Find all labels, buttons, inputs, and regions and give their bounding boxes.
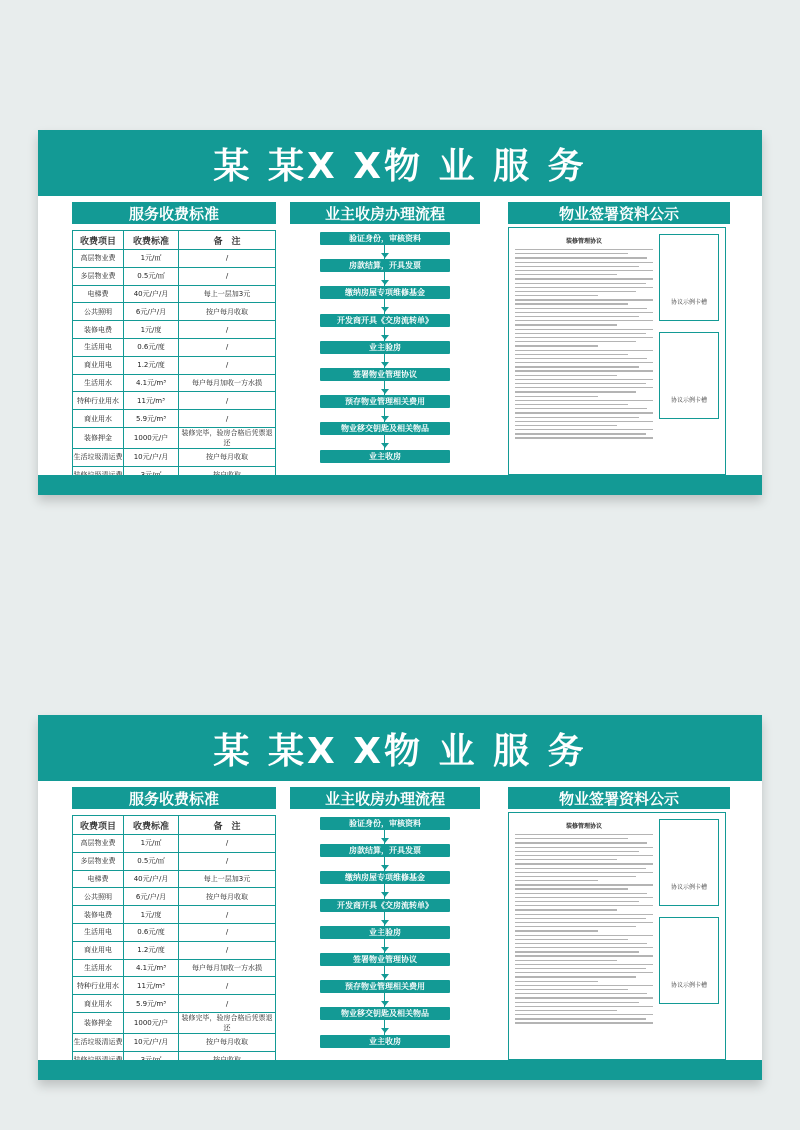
arrow-down-icon: [381, 947, 389, 952]
fee-col-standard: 收费标准: [124, 816, 179, 835]
document-text-line: [515, 851, 639, 852]
arrow-down-icon: [381, 416, 389, 421]
document-text-line: [515, 295, 598, 296]
fee-standard: 10元/户/月: [124, 1033, 179, 1051]
fee-standard: 11元/m³: [124, 392, 179, 410]
document-text-line: [515, 266, 639, 267]
document-text-line: [515, 400, 653, 401]
fee-note: /: [179, 852, 276, 870]
fee-standard: 40元/户/月: [124, 870, 179, 888]
document-text-line: [515, 287, 653, 288]
document-text-line: [515, 354, 628, 355]
flow-heading: 业主收房办理流程: [290, 787, 480, 809]
flow-step: 开发商开具《交房流转单》: [320, 899, 450, 912]
document-text-line: [515, 905, 653, 906]
fee-standard: 0.5元/㎡: [124, 267, 179, 285]
document-text-line: [515, 872, 653, 873]
document-text-line: [515, 930, 598, 931]
fee-item: 电梯费: [73, 285, 124, 303]
document-text-line: [515, 257, 647, 258]
document-title: 装修管理协议: [565, 238, 602, 245]
fee-table: [72, 815, 276, 1070]
fee-col-item: 收费项目: [73, 816, 124, 835]
document-text-line: [515, 316, 639, 317]
bottom-bar: [38, 1060, 762, 1080]
table-row: [73, 392, 276, 410]
flow-step: 签署物业管理协议: [320, 368, 450, 381]
card-label: 协议示例卡槽: [670, 982, 707, 989]
fee-item: 商业用电: [73, 356, 124, 374]
flow-step: 物业移交钥匙及相关物品: [320, 422, 450, 435]
document-text-line: [515, 893, 647, 894]
table-row: [73, 941, 276, 959]
fee-standard: 1元/㎡: [124, 250, 179, 268]
title-bar: [38, 130, 762, 196]
agreement-card-slot: [659, 917, 719, 1004]
agreement-frame: [508, 812, 726, 1060]
document-text-line: [515, 1014, 653, 1015]
document-text-line: [515, 370, 653, 371]
document-text-line: [515, 249, 653, 250]
fee-table: [72, 230, 276, 485]
arrow-down-icon: [381, 280, 389, 285]
document-text-line: [515, 1022, 653, 1023]
document-text-line: [515, 842, 647, 843]
agreement-document: [515, 236, 653, 442]
table-row: [73, 852, 276, 870]
fee-note: 按户每月收取: [179, 448, 276, 466]
document-text-line: [515, 880, 598, 881]
document-text-line: [515, 320, 653, 321]
document-text-line: [515, 859, 617, 860]
notice-board: [38, 715, 762, 1080]
card-label: 协议示例卡槽: [670, 299, 707, 306]
document-text-line: [515, 968, 646, 969]
document-text-line: [515, 955, 653, 956]
fee-item: 特种行业用水: [73, 392, 124, 410]
document-text-line: [515, 868, 646, 869]
fee-note: 每户每月加收一方水损: [179, 374, 276, 392]
arrow-down-icon: [381, 443, 389, 448]
table-row: [73, 285, 276, 303]
document-text-line: [515, 1006, 653, 1007]
fee-item: 高层物业费: [73, 835, 124, 853]
flow-step: 物业移交钥匙及相关物品: [320, 1007, 450, 1020]
fee-col-item: 收费项目: [73, 231, 124, 250]
table-row: [73, 374, 276, 392]
fee-note: 装修完毕，验房合格后凭票退还: [179, 1012, 276, 1033]
table-row: [73, 923, 276, 941]
document-text-line: [515, 947, 653, 948]
document-text-line: [515, 379, 653, 380]
fee-standard: 40元/户/月: [124, 285, 179, 303]
flow-steps: [290, 232, 480, 468]
document-text-line: [515, 888, 628, 889]
fee-standard: 0.5元/㎡: [124, 852, 179, 870]
fee-note: /: [179, 835, 276, 853]
fee-item: 电梯费: [73, 870, 124, 888]
fee-note: /: [179, 410, 276, 428]
fee-note: 每户每月加收一方水损: [179, 959, 276, 977]
fee-standard: 4.1元/m³: [124, 374, 179, 392]
fee-note: /: [179, 250, 276, 268]
document-text-line: [515, 847, 653, 848]
document-text-line: [515, 1002, 639, 1003]
fee-standard: 1元/㎡: [124, 835, 179, 853]
fee-item: 生活用水: [73, 959, 124, 977]
flow-step: 业主收房: [320, 450, 450, 463]
flow-step: 缴纳房屋专项维修基金: [320, 871, 450, 884]
page-title: 某 某X X物 业 服 务: [213, 145, 587, 187]
table-row: [73, 267, 276, 285]
table-row: [73, 835, 276, 853]
document-text-line: [515, 417, 639, 418]
document-text-line: [515, 433, 646, 434]
document-text-line: [515, 375, 617, 376]
document-text-line: [515, 387, 653, 388]
fee-col-note: 备 注: [179, 816, 276, 835]
document-text-line: [515, 976, 636, 977]
document-text-line: [515, 341, 636, 342]
table-row: [73, 448, 276, 466]
arrow-down-icon: [381, 307, 389, 312]
document-text-line: [515, 396, 598, 397]
fee-item: 装修押金: [73, 1012, 124, 1033]
flow-step: 业主验房: [320, 926, 450, 939]
document-text-line: [515, 391, 636, 392]
document-text-line: [515, 270, 653, 271]
fee-standard: 5.9元/m³: [124, 410, 179, 428]
bottom-bar: [38, 475, 762, 495]
document-title: 装修管理协议: [565, 823, 602, 830]
fee-item: 高层物业费: [73, 250, 124, 268]
table-row: [73, 977, 276, 995]
agreement-section: [508, 202, 730, 475]
fee-standard: 10元/户/月: [124, 448, 179, 466]
fee-note: 每上一层加3元: [179, 285, 276, 303]
document-text-line: [515, 299, 653, 300]
flow-step: 房款结算，开具发票: [320, 844, 450, 857]
fee-heading: 服务收费标准: [72, 202, 276, 224]
fee-standard: 0.6元/度: [124, 923, 179, 941]
fee-standard: 11元/m³: [124, 977, 179, 995]
document-text-line: [515, 421, 653, 422]
document-text-line: [515, 909, 617, 910]
fee-item: 装修电费: [73, 906, 124, 924]
fee-note: /: [179, 267, 276, 285]
fee-standard: 1.2元/度: [124, 941, 179, 959]
document-text-line: [515, 383, 646, 384]
document-text-line: [515, 960, 617, 961]
document-text-line: [515, 935, 653, 936]
title-bar: [38, 715, 762, 781]
fee-item: 特种行业用水: [73, 977, 124, 995]
document-text-line: [515, 333, 646, 334]
fee-note: /: [179, 906, 276, 924]
document-text-line: [515, 429, 653, 430]
fee-standard: 1元/度: [124, 321, 179, 339]
document-text-line: [515, 329, 653, 330]
table-row: [73, 870, 276, 888]
fee-note: /: [179, 941, 276, 959]
document-text-line: [515, 350, 653, 351]
fee-note: /: [179, 338, 276, 356]
fee-note: /: [179, 923, 276, 941]
fee-standard: 1.2元/度: [124, 356, 179, 374]
fee-standard: 1000元/户: [124, 1012, 179, 1033]
fee-item: 装修押金: [73, 427, 124, 448]
fee-heading: 服务收费标准: [72, 787, 276, 809]
table-row: [73, 888, 276, 906]
document-text-line: [515, 324, 617, 325]
arrow-down-icon: [381, 1001, 389, 1006]
flow-step: 缴纳房屋专项维修基金: [320, 286, 450, 299]
table-row: [73, 959, 276, 977]
document-text-line: [515, 312, 653, 313]
arrow-down-icon: [381, 1028, 389, 1033]
document-text-line: [515, 838, 628, 839]
fee-item: 生活垃圾清运费: [73, 1033, 124, 1051]
document-text-line: [515, 997, 653, 998]
document-text-line: [515, 993, 647, 994]
table-row: [73, 356, 276, 374]
card-label: 协议示例卡槽: [670, 884, 707, 891]
table-row: [73, 303, 276, 321]
fee-item: 生活垃圾清运费: [73, 448, 124, 466]
flow-step: 开发商开具《交房流转单》: [320, 314, 450, 327]
arrow-down-icon: [381, 892, 389, 897]
document-text-line: [515, 358, 647, 359]
arrow-down-icon: [381, 335, 389, 340]
document-text-line: [515, 914, 653, 915]
fee-item: 公共照明: [73, 303, 124, 321]
arrow-down-icon: [381, 838, 389, 843]
fee-note: 装修完毕，验房合格后凭票退还: [179, 427, 276, 448]
fee-col-note: 备 注: [179, 231, 276, 250]
document-text-line: [515, 366, 639, 367]
document-text-line: [515, 989, 628, 990]
flow-step: 验证身份，审核资料: [320, 817, 450, 830]
table-row: [73, 427, 276, 448]
card-label: 协议示例卡槽: [670, 397, 707, 404]
document-text-line: [515, 1010, 617, 1011]
document-text-line: [515, 283, 646, 284]
document-text-line: [515, 863, 653, 864]
table-row: [73, 1033, 276, 1051]
table-row: [73, 338, 276, 356]
fee-note: 按户每月收取: [179, 303, 276, 321]
flow-step: 业主收房: [320, 1035, 450, 1048]
document-text-line: [515, 345, 598, 346]
document-text-line: [515, 337, 653, 338]
flow-heading: 业主收房办理流程: [290, 202, 480, 224]
fee-standard: 0.6元/度: [124, 338, 179, 356]
document-text-line: [515, 981, 598, 982]
agreement-card-slot: [659, 234, 719, 321]
fee-standard: 1000元/户: [124, 427, 179, 448]
table-row: [73, 250, 276, 268]
document-text-line: [515, 308, 647, 309]
fee-note: /: [179, 977, 276, 995]
fee-section: [72, 787, 276, 1070]
document-text-line: [515, 939, 628, 940]
table-row: [73, 410, 276, 428]
document-text-line: [515, 278, 653, 279]
flow-step: 业主验房: [320, 341, 450, 354]
document-text-line: [515, 951, 639, 952]
flow-section: [290, 202, 480, 468]
table-row: [73, 1012, 276, 1033]
fee-item: 多层物业费: [73, 267, 124, 285]
fee-section: [72, 202, 276, 485]
fee-standard: 6元/户/月: [124, 888, 179, 906]
document-text-line: [515, 855, 653, 856]
fee-standard: 4.1元/m³: [124, 959, 179, 977]
document-text-line: [515, 291, 636, 292]
agreement-document: [515, 821, 653, 1027]
fee-note: /: [179, 995, 276, 1013]
document-text-line: [515, 437, 653, 438]
arrow-down-icon: [381, 974, 389, 979]
fee-standard: 6元/户/月: [124, 303, 179, 321]
fee-note: 按户每月收取: [179, 1033, 276, 1051]
document-text-line: [515, 262, 653, 263]
flow-step: 房款结算，开具发票: [320, 259, 450, 272]
arrow-down-icon: [381, 865, 389, 870]
agreement-card-slot: [659, 332, 719, 419]
arrow-down-icon: [381, 920, 389, 925]
document-text-line: [515, 901, 639, 902]
flow-step: 预存物业管理相关费用: [320, 980, 450, 993]
page-title: 某 某X X物 业 服 务: [213, 730, 587, 772]
fee-note: /: [179, 392, 276, 410]
flow-step: 预存物业管理相关费用: [320, 395, 450, 408]
document-text-line: [515, 425, 617, 426]
fee-item: 商业用水: [73, 410, 124, 428]
document-text-line: [515, 985, 653, 986]
fee-note: /: [179, 356, 276, 374]
document-text-line: [515, 303, 628, 304]
fee-standard: 5.9元/m³: [124, 995, 179, 1013]
fee-item: 生活用水: [73, 374, 124, 392]
fee-item: 公共照明: [73, 888, 124, 906]
document-text-line: [515, 404, 628, 405]
agreement-heading: 物业签署资料公示: [508, 787, 730, 809]
fee-item: 生活用电: [73, 923, 124, 941]
fee-note: 每上一层加3元: [179, 870, 276, 888]
flow-steps: [290, 817, 480, 1053]
document-text-line: [515, 1018, 646, 1019]
document-text-line: [515, 884, 653, 885]
arrow-down-icon: [381, 253, 389, 258]
flow-step: 验证身份，审核资料: [320, 232, 450, 245]
fee-item: 商业用电: [73, 941, 124, 959]
fee-item: 商业用水: [73, 995, 124, 1013]
document-text-line: [515, 897, 653, 898]
fee-standard: 1元/度: [124, 906, 179, 924]
document-text-line: [515, 964, 653, 965]
flow-section: [290, 787, 480, 1053]
table-row: [73, 906, 276, 924]
fee-col-standard: 收费标准: [124, 231, 179, 250]
fee-note: 按户每月收取: [179, 888, 276, 906]
arrow-down-icon: [381, 362, 389, 367]
document-text-line: [515, 943, 647, 944]
document-text-line: [515, 918, 646, 919]
document-text-line: [515, 412, 653, 413]
agreement-card-slot: [659, 819, 719, 906]
fee-note: /: [179, 321, 276, 339]
flow-step: 签署物业管理协议: [320, 953, 450, 966]
document-text-line: [515, 253, 628, 254]
document-text-line: [515, 876, 636, 877]
document-text-line: [515, 834, 653, 835]
table-row: [73, 995, 276, 1013]
document-text-line: [515, 408, 647, 409]
document-text-line: [515, 274, 617, 275]
document-text-line: [515, 972, 653, 973]
agreement-frame: [508, 227, 726, 475]
table-row: [73, 321, 276, 339]
agreement-section: [508, 787, 730, 1060]
fee-item: 多层物业费: [73, 852, 124, 870]
fee-item: 生活用电: [73, 338, 124, 356]
arrow-down-icon: [381, 389, 389, 394]
agreement-heading: 物业签署资料公示: [508, 202, 730, 224]
document-text-line: [515, 362, 653, 363]
fee-item: 装修电费: [73, 321, 124, 339]
notice-board: [38, 130, 762, 495]
document-text-line: [515, 922, 653, 923]
document-text-line: [515, 926, 636, 927]
